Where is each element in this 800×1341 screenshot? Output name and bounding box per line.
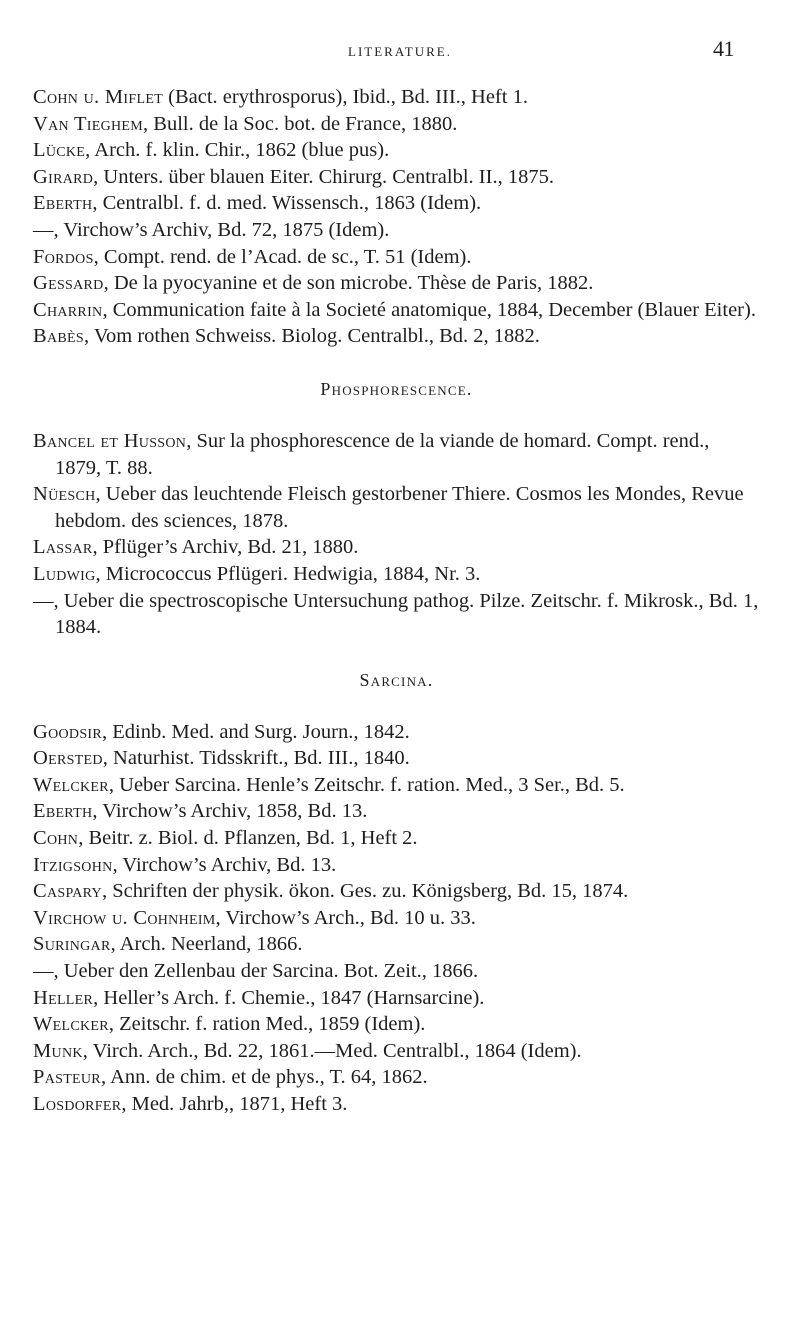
bib-entry [33,1038,760,1065]
bib-entry [33,798,760,825]
bib-entry [33,825,760,852]
entry-text: , Bull. de la Soc. bot. de France, 1880. [143,112,458,135]
entry-text: , Unters. über blauen Eiter. Chirurg. Centralbl. II., 1875. [93,165,554,188]
bib-entry [33,323,760,350]
bib-entry [33,905,760,932]
bib-entry [33,244,760,271]
entry-author: Nüesch [33,483,96,506]
entry-author: Heller [33,986,94,1009]
bib-entry [33,190,760,217]
entry-author: Lücke [33,139,86,162]
entry-author: Welcker [33,1013,109,1036]
bib-entry [33,588,760,641]
bib-entry [33,561,760,588]
entry-text: , Edinb. Med. and Surg. Journ., 1842. [102,720,410,743]
bib-entry [33,428,760,481]
entry-text: , Ueber das leuchtende Fleisch gestorbener Thiere. Cosmos les Mondes, Revue hebdom. des sciences, 1878. [55,483,744,532]
entry-text: , Micrococcus Pflügeri. Hedwigia, 1884, Nr. 3. [95,562,481,585]
entry-text: , Communication faite à la Societé anatomique, 1884, December (Blauer Eiter). [102,298,756,321]
entry-author: Cohn u. Miflet [33,86,164,108]
entry-author: Fordos [33,245,94,268]
bib-entry [33,719,760,746]
entry-author: Cohn [33,827,79,850]
phosphorescence-list [33,428,760,641]
entry-author: Oersted [33,747,103,770]
entry-text: , Compt. rend. de l’Acad. de sc., T. 51 (Idem). [93,245,472,268]
bib-entry [33,1064,760,1091]
entry-author: Eberth [33,192,93,215]
entry-text: —, Ueber den Zellenbau der Sarcina. Bot. Zeit., 1866. [33,960,479,983]
entries-top-list [33,84,760,350]
entry-author: Van Tieghem [33,112,144,135]
entry-text: , Virch. Arch., Bd. 22, 1861.—Med. Centralbl., 1864 (Idem). [82,1039,582,1062]
entry-author: Gessard [33,272,104,295]
bib-entry [33,217,760,244]
bib-entry [33,985,760,1012]
entry-text: , Vom rothen Schweiss. Biolog. Centralbl., Bd. 2, 1882. [83,325,540,348]
section-heading-sarcina: Sarcina. [359,669,434,690]
entry-text: , Centralbl. f. d. med. Wissensch., 1863 (Idem). [92,192,482,215]
sarcina-list [33,719,760,1118]
entry-author: Losdorfer [33,1093,122,1115]
entry-text: , Ann. de chim. et de phys., T. 64, 1862. [100,1066,428,1089]
entry-author: Virchow u. Cohnheim [33,906,216,929]
entry-author: Caspary [33,880,102,903]
entry-text: , Med. Jahrb,, 1871, Heft 3. [121,1093,348,1115]
entry-author: Pasteur [33,1066,101,1089]
entry-text: , Beitr. z. Biol. d. Pflanzen, Bd. 1, Heft 2. [78,827,418,850]
bib-entry [33,772,760,799]
bib-entry [33,137,760,164]
entry-author: Itzigsohn [33,853,113,876]
entry-author: Ludwig [33,562,96,585]
entry-text: , Arch. Neerland, 1866. [110,933,303,956]
entry-text: , Heller’s Arch. f. Chemie., 1847 (Harnsarcine). [93,986,485,1009]
bib-entry [33,931,760,958]
entry-text: , Arch. f. klin. Chir., 1862 (blue pus). [85,139,390,162]
entry-text: —, Virchow’s Archiv, Bd. 72, 1875 (Idem). [33,218,390,241]
entry-text: , Zeitschr. f. ration Med., 1859 (Idem). [108,1013,426,1036]
bib-entry [33,111,760,138]
entry-text: —, Ueber die spectroscopische Untersuchung pathog. Pilze. Zeitschr. f. Mikrosk., Bd. 1, 1884. [33,589,759,639]
entry-author: Munk [33,1039,83,1062]
bib-entry [33,534,760,561]
entry-text: , Ueber Sarcina. Henle’s Zeitschr. f. ration. Med., 3 Ser., Bd. 5. [108,773,625,796]
bib-entry [33,297,760,324]
entry-text: , Sur la phosphorescence de la viande de homard. Compt. rend., 1879, T. 88. [55,429,710,479]
entry-author: Girard [33,165,94,188]
bib-entry [33,878,760,905]
bib-entry [33,270,760,297]
entry-text: , Naturhist. Tidsskrift., Bd. III., 1840. [102,747,410,770]
bib-entry [33,84,760,111]
bibliography [33,84,760,1118]
entry-author: Charrin [33,298,103,321]
entry-author: Suringar [33,933,111,956]
entry-author: Eberth [33,800,93,823]
page-number: 41 [713,36,734,61]
entry-text: (Bact. erythrosporus), Ibid., Bd. III., Heft 1. [163,86,528,108]
entry-text: , Virchow’s Archiv, Bd. 13. [112,853,337,876]
bib-entry [33,745,760,772]
bib-entry [33,1091,760,1118]
entry-author: Welcker [33,773,109,796]
bib-entry [33,958,760,985]
bib-entry [33,481,760,534]
bib-entry [33,852,760,879]
section-heading-phosphorescence: Phosphorescence. [320,378,473,399]
entry-author: Lassar [33,536,93,559]
entry-text: , Virchow’s Archiv, 1858, Bd. 13. [92,800,368,823]
entry-text: , De la pyocyanine et de son microbe. Thèse de Paris, 1882. [103,272,594,295]
entry-text: , Schriften der physik. ökon. Ges. zu. Königsberg, Bd. 15, 1874. [101,880,629,903]
entry-author: Babès [33,325,84,348]
bib-entry [33,1011,760,1038]
entry-author: Goodsir [33,720,103,743]
entry-text: , Virchow’s Arch., Bd. 10 u. 33. [215,906,476,929]
running-head: LITERATURE. [348,44,452,59]
entry-text: , Pflüger’s Archiv, Bd. 21, 1880. [92,536,359,559]
bib-entry [33,164,760,191]
entry-author: Bancel et Husson [33,429,187,452]
